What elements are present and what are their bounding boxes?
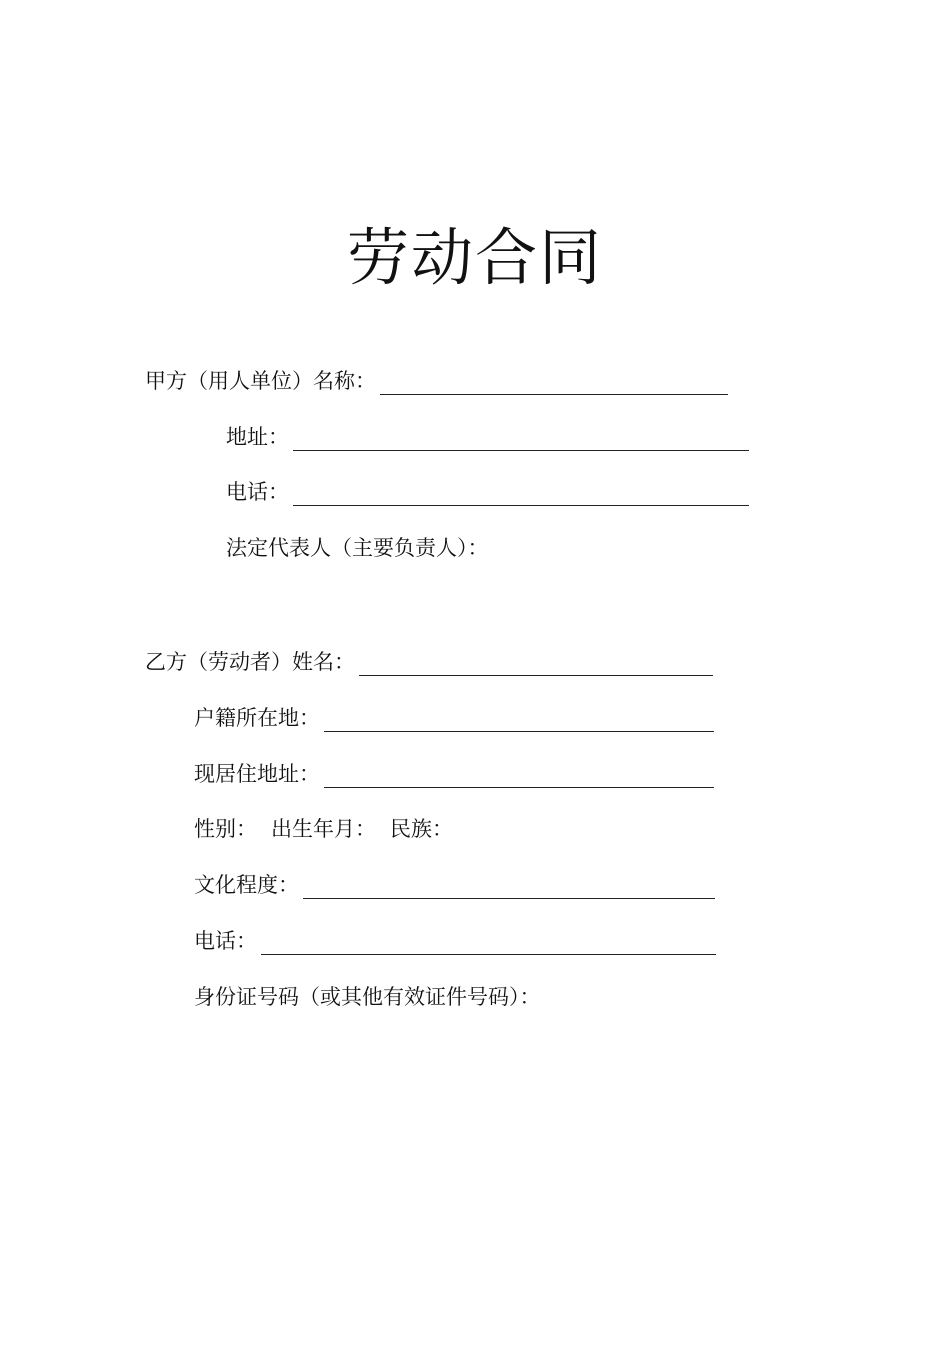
party-b-current-address-label: 现居住地址： (194, 762, 320, 786)
party-a-address-label: 地址： (226, 425, 289, 449)
party-b-hukou-row (194, 704, 714, 732)
party-b-id-label: 身份证号码（或其他有效证件号码）： (194, 985, 541, 1009)
party-b-hukou-field[interactable] (324, 711, 714, 732)
party-b-ethnicity-label: 民族： (390, 817, 453, 841)
party-a-name-row (145, 367, 728, 395)
party-a-name-label: 甲方（用人单位）名称： (145, 369, 376, 393)
party-b-birth-label: 出生年月： (271, 817, 376, 841)
party-b-hukou-label: 户籍所在地： (194, 706, 320, 730)
party-b-id-row (194, 983, 541, 1011)
party-b-name-label: 乙方（劳动者）姓名： (145, 650, 355, 674)
party-a-name-field[interactable] (380, 374, 728, 395)
party-a-address-row (226, 423, 749, 451)
party-b-phone-field[interactable] (261, 934, 716, 955)
party-b-phone-label: 电话： (194, 929, 257, 953)
party-b-phone-row (194, 927, 716, 955)
party-b-current-address-field[interactable] (324, 767, 714, 788)
party-a-legal-rep-label: 法定代表人（主要负责人）： (226, 536, 489, 560)
party-b-education-label: 文化程度： (194, 873, 299, 897)
party-b-name-row (145, 648, 713, 676)
party-b-education-row (194, 871, 715, 899)
party-a-phone-row (226, 478, 749, 506)
party-b-current-address-row (194, 760, 714, 788)
party-a-legal-rep-row (226, 534, 489, 562)
party-b-education-field[interactable] (303, 878, 715, 899)
document-title: 劳动合同 (346, 221, 603, 294)
party-b-gender-label: 性别： (194, 817, 257, 841)
party-b-demographics-row (194, 815, 453, 843)
party-b-name-field[interactable] (359, 655, 713, 676)
party-a-address-field[interactable] (293, 430, 749, 451)
party-a-phone-field[interactable] (293, 485, 749, 506)
party-a-phone-label: 电话： (226, 480, 289, 504)
